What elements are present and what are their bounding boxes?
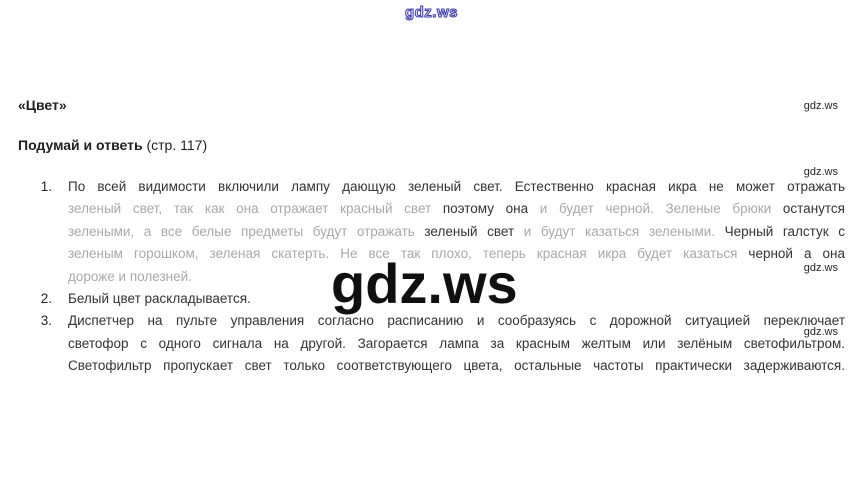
- text-line: [68, 221, 845, 243]
- watermark-right: gdz.ws: [803, 326, 838, 338]
- watermark-right: gdz.ws: [803, 100, 838, 112]
- text-segment: черной а она: [748, 246, 845, 262]
- faded-text-segment: зеленым горошком, зеленая скатерть. Не все так плохо, теперь красная икра будет казаться: [68, 246, 749, 262]
- text-line: [68, 198, 845, 220]
- text-segment: останутся: [782, 201, 845, 217]
- watermark-large: gdz.ws: [331, 252, 518, 315]
- item-text: [68, 310, 845, 377]
- faded-text-segment: зелеными, а все белые предметы будут отражать: [68, 223, 425, 239]
- subtitle-page-ref: (стр. 117): [142, 137, 208, 153]
- item-number: 3.: [40, 313, 52, 329]
- item-number: 2.: [40, 291, 52, 307]
- section-subtitle: [18, 137, 207, 153]
- text-segment: Белый цвет раскладывается.: [68, 291, 251, 307]
- faded-text-segment: и будут казаться зелеными.: [523, 223, 725, 239]
- watermark-top: gdz.ws: [404, 4, 458, 21]
- watermark-right: gdz.ws: [803, 262, 838, 274]
- text-line: [68, 176, 845, 198]
- page-title: «Цвет»: [18, 97, 67, 113]
- text-segment: светофор с одного сигнала на другой. Загорается лампа за красным желтым или зелёным светофильтром.: [68, 335, 845, 351]
- faded-text-segment: зеленый свет, так как она отражает красный свет: [68, 201, 443, 217]
- text-segment: поэтому она: [442, 201, 540, 217]
- text-segment: Диспетчер на пульте управления согласно расписанию и сообразуясь с дорожной ситуацией переключает: [68, 313, 845, 329]
- text-segment: Черный галстук с: [724, 223, 846, 239]
- item-number: 1.: [40, 179, 52, 194]
- text-line: [68, 355, 845, 377]
- text-line: [68, 333, 845, 355]
- text-segment: Светофильтр пропускает свет только соответствующего цвета, остальные частоты практически задерживаются.: [68, 358, 845, 374]
- subtitle-bold-text: Подумай и ответь: [18, 137, 143, 153]
- list-item: [0, 310, 845, 377]
- text-segment: зеленый свет: [424, 223, 524, 239]
- faded-text-segment: дороже и полезней.: [68, 268, 192, 284]
- text-segment: По всей видимости включили лампу дающую зеленый свет. Естественно красная икра не может отражать: [68, 179, 845, 194]
- watermark-right: gdz.ws: [803, 166, 838, 178]
- faded-text-segment: и будет черной. Зеленые брюки: [539, 201, 783, 217]
